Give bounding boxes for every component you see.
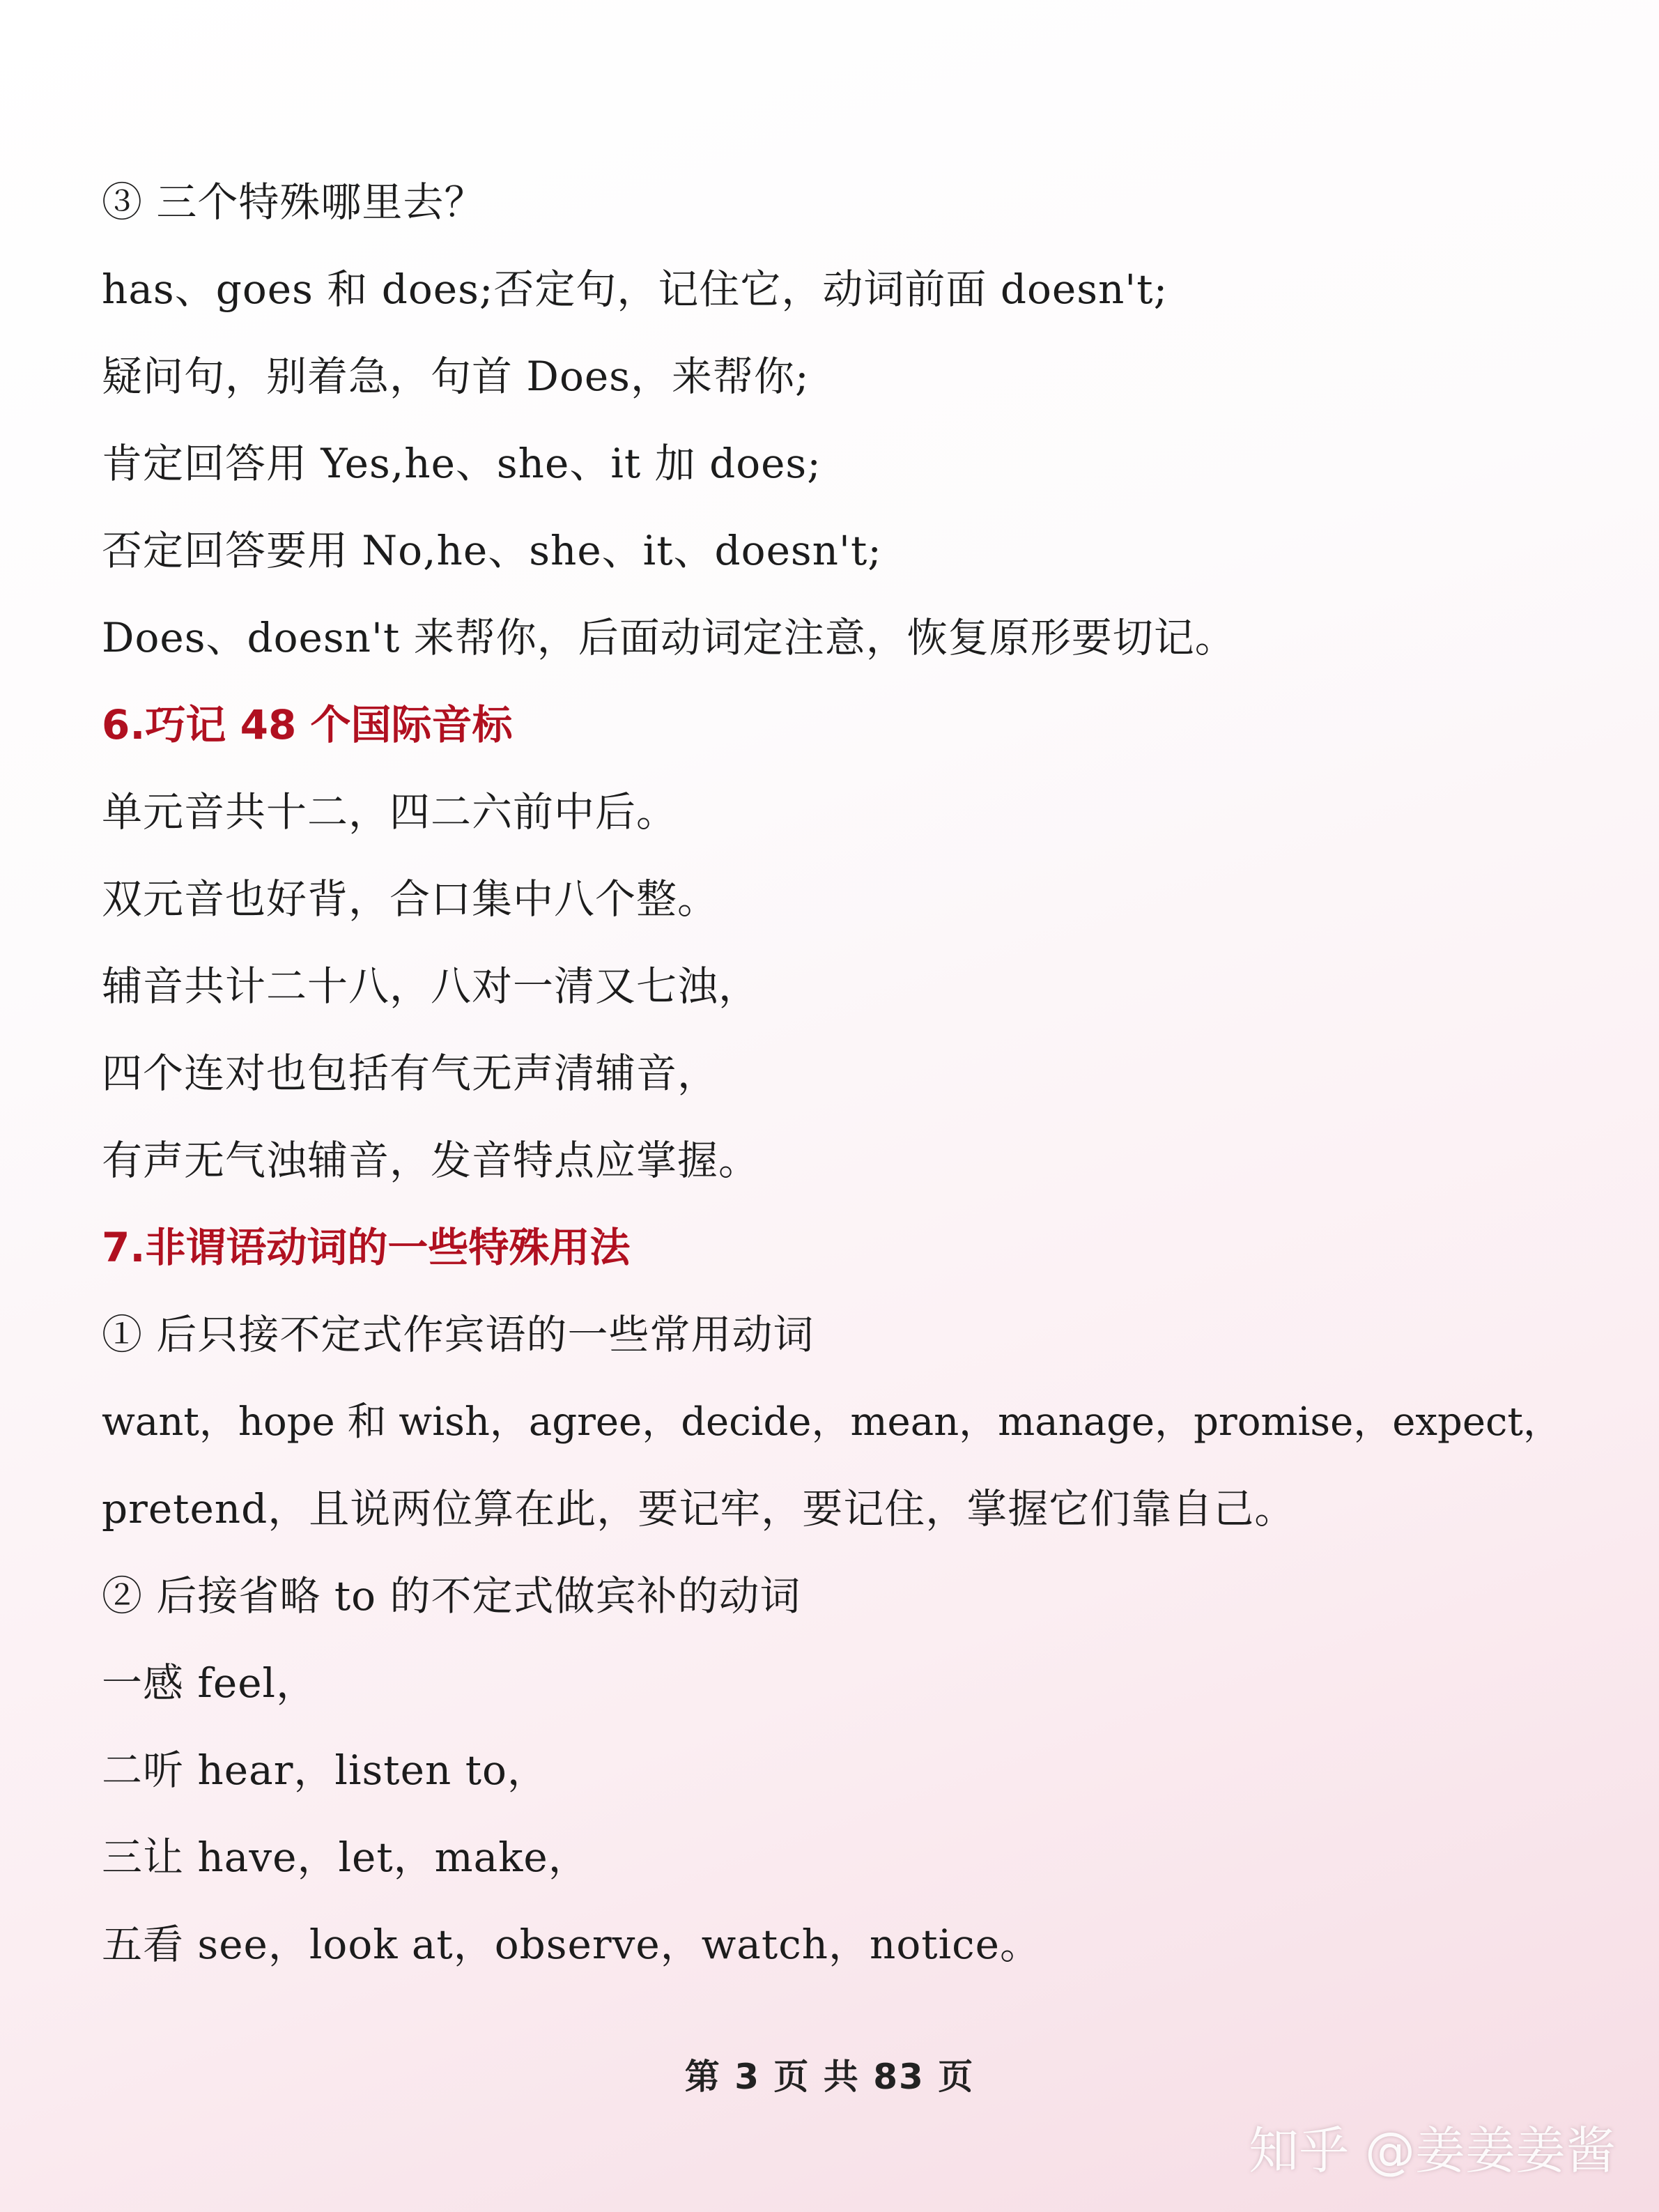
body-line: ③ 三个特殊哪里去？ (102, 178, 486, 226)
section-heading: 6.巧记 48 个国际音标 (102, 701, 513, 748)
page-number: 第 3 页 共 83 页 (684, 2057, 975, 2097)
body-line: 疑问句，别着急，句首 Does，来帮你; (102, 353, 810, 400)
body-line: ① 后只接不定式作宾语的一些常用动词 (102, 1311, 815, 1358)
body-line: 单元音共十二，四二六前中后。 (102, 788, 678, 836)
body-line: 肯定回答用 Yes,he、she、it 加 does; (102, 440, 821, 487)
section-heading: 7.非谓语动词的一些特殊用法 (102, 1224, 631, 1271)
body-line: 四个连对也包括有气无声清辅音， (102, 1050, 719, 1097)
body-line: Does、doesn't 来帮你，后面动词定注意，恢复原形要切记。 (102, 614, 1236, 661)
body-line: ② 后接省略 to 的不定式做宾补的动词 (102, 1572, 801, 1620)
body-line: pretend，且说两位算在此，要记牢，要记住，掌握它们靠自己。 (102, 1485, 1296, 1533)
body-line: want，hope 和 wish，agree，decide，mean，manage，promise，expect， (102, 1399, 1562, 1445)
watermark: 知乎 @姜姜姜酱 (1249, 2121, 1616, 2180)
body-line: 一感 feel， (102, 1659, 318, 1707)
body-line: 否定回答要用 No,he、she、it、doesn't; (102, 527, 882, 574)
body-line: 二听 hear，listen to， (102, 1746, 548, 1794)
body-line: 双元音也好背，合口集中八个整。 (102, 875, 719, 923)
body-line: has、goes 和 does;否定句，记住它，动词前面 doesn't; (102, 266, 1168, 313)
body-line: 三让 have，let，make， (102, 1834, 589, 1881)
body-line: 有声无气浊辅音，发音特点应掌握。 (102, 1137, 760, 1184)
body-line: 五看 see，look at，observe，watch，notice。 (102, 1921, 1041, 1968)
document-body (102, 159, 1586, 1988)
body-line: 辅音共计二十八，八对一清又七浊， (102, 962, 760, 1010)
